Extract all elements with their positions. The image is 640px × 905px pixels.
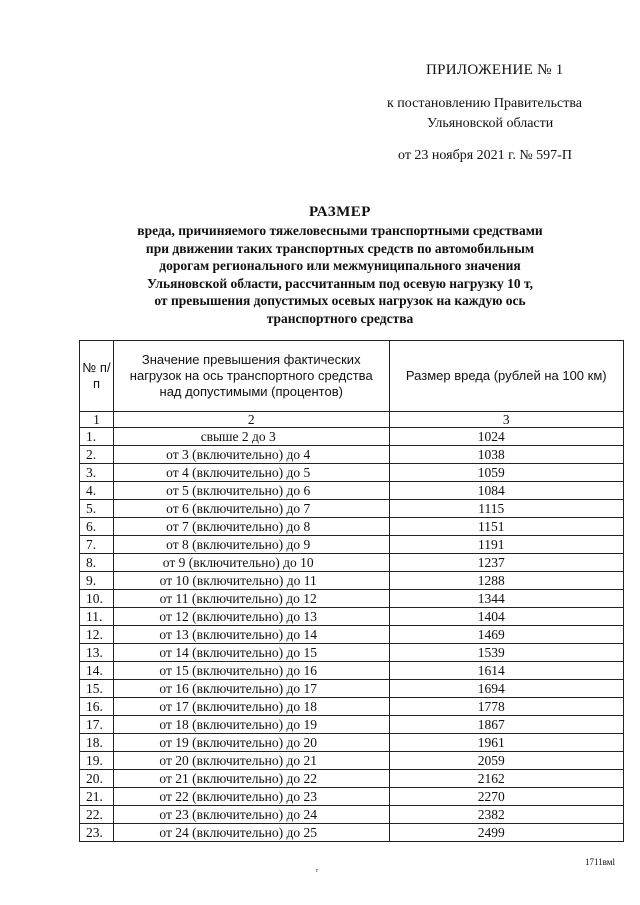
document-title <box>90 203 590 327</box>
damage-value: 2162 <box>389 770 624 788</box>
title-main: РАЗМЕР <box>309 204 371 220</box>
column-number: 3 <box>389 412 624 428</box>
overload-range: от 21 (включительно) до 22 <box>113 770 389 788</box>
title-line: транспортного средства <box>266 310 414 326</box>
damage-value: 1038 <box>389 446 624 464</box>
damage-value: 1404 <box>389 608 624 626</box>
damage-value: 2499 <box>389 824 624 842</box>
table-header-row <box>80 341 624 412</box>
row-number: 7. <box>80 536 114 554</box>
title-line: при движении таких транспортных средств по автомобильным <box>145 240 535 256</box>
overload-range: от 13 (включительно) до 14 <box>113 626 389 644</box>
row-number: 5. <box>80 500 114 518</box>
overload-range: от 8 (включительно) до 9 <box>113 536 389 554</box>
table-row <box>80 554 624 572</box>
decree-reference-line1: к постановлению Правительства <box>387 96 583 111</box>
overload-range: от 4 (включительно) до 5 <box>113 464 389 482</box>
damage-value: 1961 <box>389 734 624 752</box>
damage-value: 1778 <box>389 698 624 716</box>
table-row <box>80 752 624 770</box>
overload-range: от 20 (включительно) до 21 <box>113 752 389 770</box>
damage-value: 1344 <box>389 590 624 608</box>
damage-value: 1191 <box>389 536 624 554</box>
decree-date: от 23 ноября 2021 г. № 597-П <box>398 148 572 163</box>
damage-value: 1084 <box>389 482 624 500</box>
damage-value: 1867 <box>389 716 624 734</box>
row-number: 6. <box>80 518 114 536</box>
row-number: 20. <box>80 770 114 788</box>
table-row <box>80 464 624 482</box>
table-row <box>80 680 624 698</box>
row-number: 16. <box>80 698 114 716</box>
damage-value: 1288 <box>389 572 624 590</box>
column-number: 2 <box>113 412 389 428</box>
table-row <box>80 572 624 590</box>
column-number-row <box>80 412 624 428</box>
overload-range: от 17 (включительно) до 18 <box>113 698 389 716</box>
document-code: 1711вмl <box>585 857 615 867</box>
overload-range: от 19 (включительно) до 20 <box>113 734 389 752</box>
row-number: 12. <box>80 626 114 644</box>
overload-range: от 5 (включительно) до 6 <box>113 482 389 500</box>
overload-range: от 12 (включительно) до 13 <box>113 608 389 626</box>
table-row <box>80 824 624 842</box>
row-number: 1. <box>80 428 114 446</box>
table-body <box>80 428 624 842</box>
damage-value: 1469 <box>389 626 624 644</box>
appendix-label: ПРИЛОЖЕНИЕ № 1 <box>426 62 564 78</box>
damage-value: 1237 <box>389 554 624 572</box>
row-number: 13. <box>80 644 114 662</box>
overload-range: от 11 (включительно) до 12 <box>113 590 389 608</box>
title-line: вреда, причиняемого тяжеловесными транспортными средствами <box>137 223 543 238</box>
damage-value: 1024 <box>389 428 624 446</box>
table-row <box>80 608 624 626</box>
row-number: 21. <box>80 788 114 806</box>
damage-value: 1694 <box>389 680 624 698</box>
overload-range: от 16 (включительно) до 17 <box>113 680 389 698</box>
row-number: 9. <box>80 572 114 590</box>
table-row <box>80 698 624 716</box>
table-row <box>80 806 624 824</box>
header-number: № п/п <box>80 341 114 412</box>
table-row <box>80 536 624 554</box>
overload-range: свыше 2 до 3 <box>113 428 389 446</box>
row-number: 15. <box>80 680 114 698</box>
table-row <box>80 482 624 500</box>
row-number: 17. <box>80 716 114 734</box>
table-row <box>80 626 624 644</box>
table-row <box>80 446 624 464</box>
row-number: 11. <box>80 608 114 626</box>
overload-range: от 15 (включительно) до 16 <box>113 662 389 680</box>
table-row <box>80 734 624 752</box>
damage-table <box>79 340 624 842</box>
table-row <box>80 788 624 806</box>
row-number: 10. <box>80 590 114 608</box>
row-number: 19. <box>80 752 114 770</box>
decree-reference-line2: Ульяновской области <box>427 116 554 131</box>
damage-value: 1059 <box>389 464 624 482</box>
overload-range: от 18 (включительно) до 19 <box>113 716 389 734</box>
row-number: 3. <box>80 464 114 482</box>
overload-range: от 10 (включительно) до 11 <box>113 572 389 590</box>
column-number: 1 <box>80 412 114 428</box>
overload-range: от 7 (включительно) до 8 <box>113 518 389 536</box>
row-number: 22. <box>80 806 114 824</box>
damage-value: 1614 <box>389 662 624 680</box>
row-number: 23. <box>80 824 114 842</box>
table-row <box>80 500 624 518</box>
header-damage-amount: Размер вреда (рублей на 100 км) <box>389 341 624 412</box>
row-number: 18. <box>80 734 114 752</box>
overload-range: от 24 (включительно) до 25 <box>113 824 389 842</box>
overload-range: от 14 (включительно) до 15 <box>113 644 389 662</box>
row-number: 8. <box>80 554 114 572</box>
overload-range: от 3 (включительно) до 4 <box>113 446 389 464</box>
table-row <box>80 518 624 536</box>
overload-range: от 9 (включительно) до 10 <box>113 554 389 572</box>
header-overload-range: Значение превышения фактических нагрузок на ось транспортного средства над допустимыми (процентов) <box>113 341 389 412</box>
table-row <box>80 716 624 734</box>
scan-mark: ᵣ <box>316 863 319 874</box>
table-row <box>80 644 624 662</box>
overload-range: от 6 (включительно) до 7 <box>113 500 389 518</box>
damage-value: 1539 <box>389 644 624 662</box>
title-line: от превышения допустимых осевых нагрузок на каждую ось <box>154 293 526 308</box>
row-number: 14. <box>80 662 114 680</box>
damage-value: 2059 <box>389 752 624 770</box>
table-row <box>80 662 624 680</box>
table-row <box>80 590 624 608</box>
overload-range: от 22 (включительно) до 23 <box>113 788 389 806</box>
row-number: 2. <box>80 446 114 464</box>
damage-value: 1115 <box>389 500 624 518</box>
title-line: дорогам регионального или межмуниципального значения <box>159 258 521 273</box>
row-number: 4. <box>80 482 114 500</box>
table-row <box>80 770 624 788</box>
damage-value: 2270 <box>389 788 624 806</box>
damage-value: 2382 <box>389 806 624 824</box>
table-row <box>80 428 624 446</box>
overload-range: от 23 (включительно) до 24 <box>113 806 389 824</box>
damage-value: 1151 <box>389 518 624 536</box>
title-line: Ульяновской области, рассчитанным под осевую нагрузку 10 т, <box>146 275 533 291</box>
